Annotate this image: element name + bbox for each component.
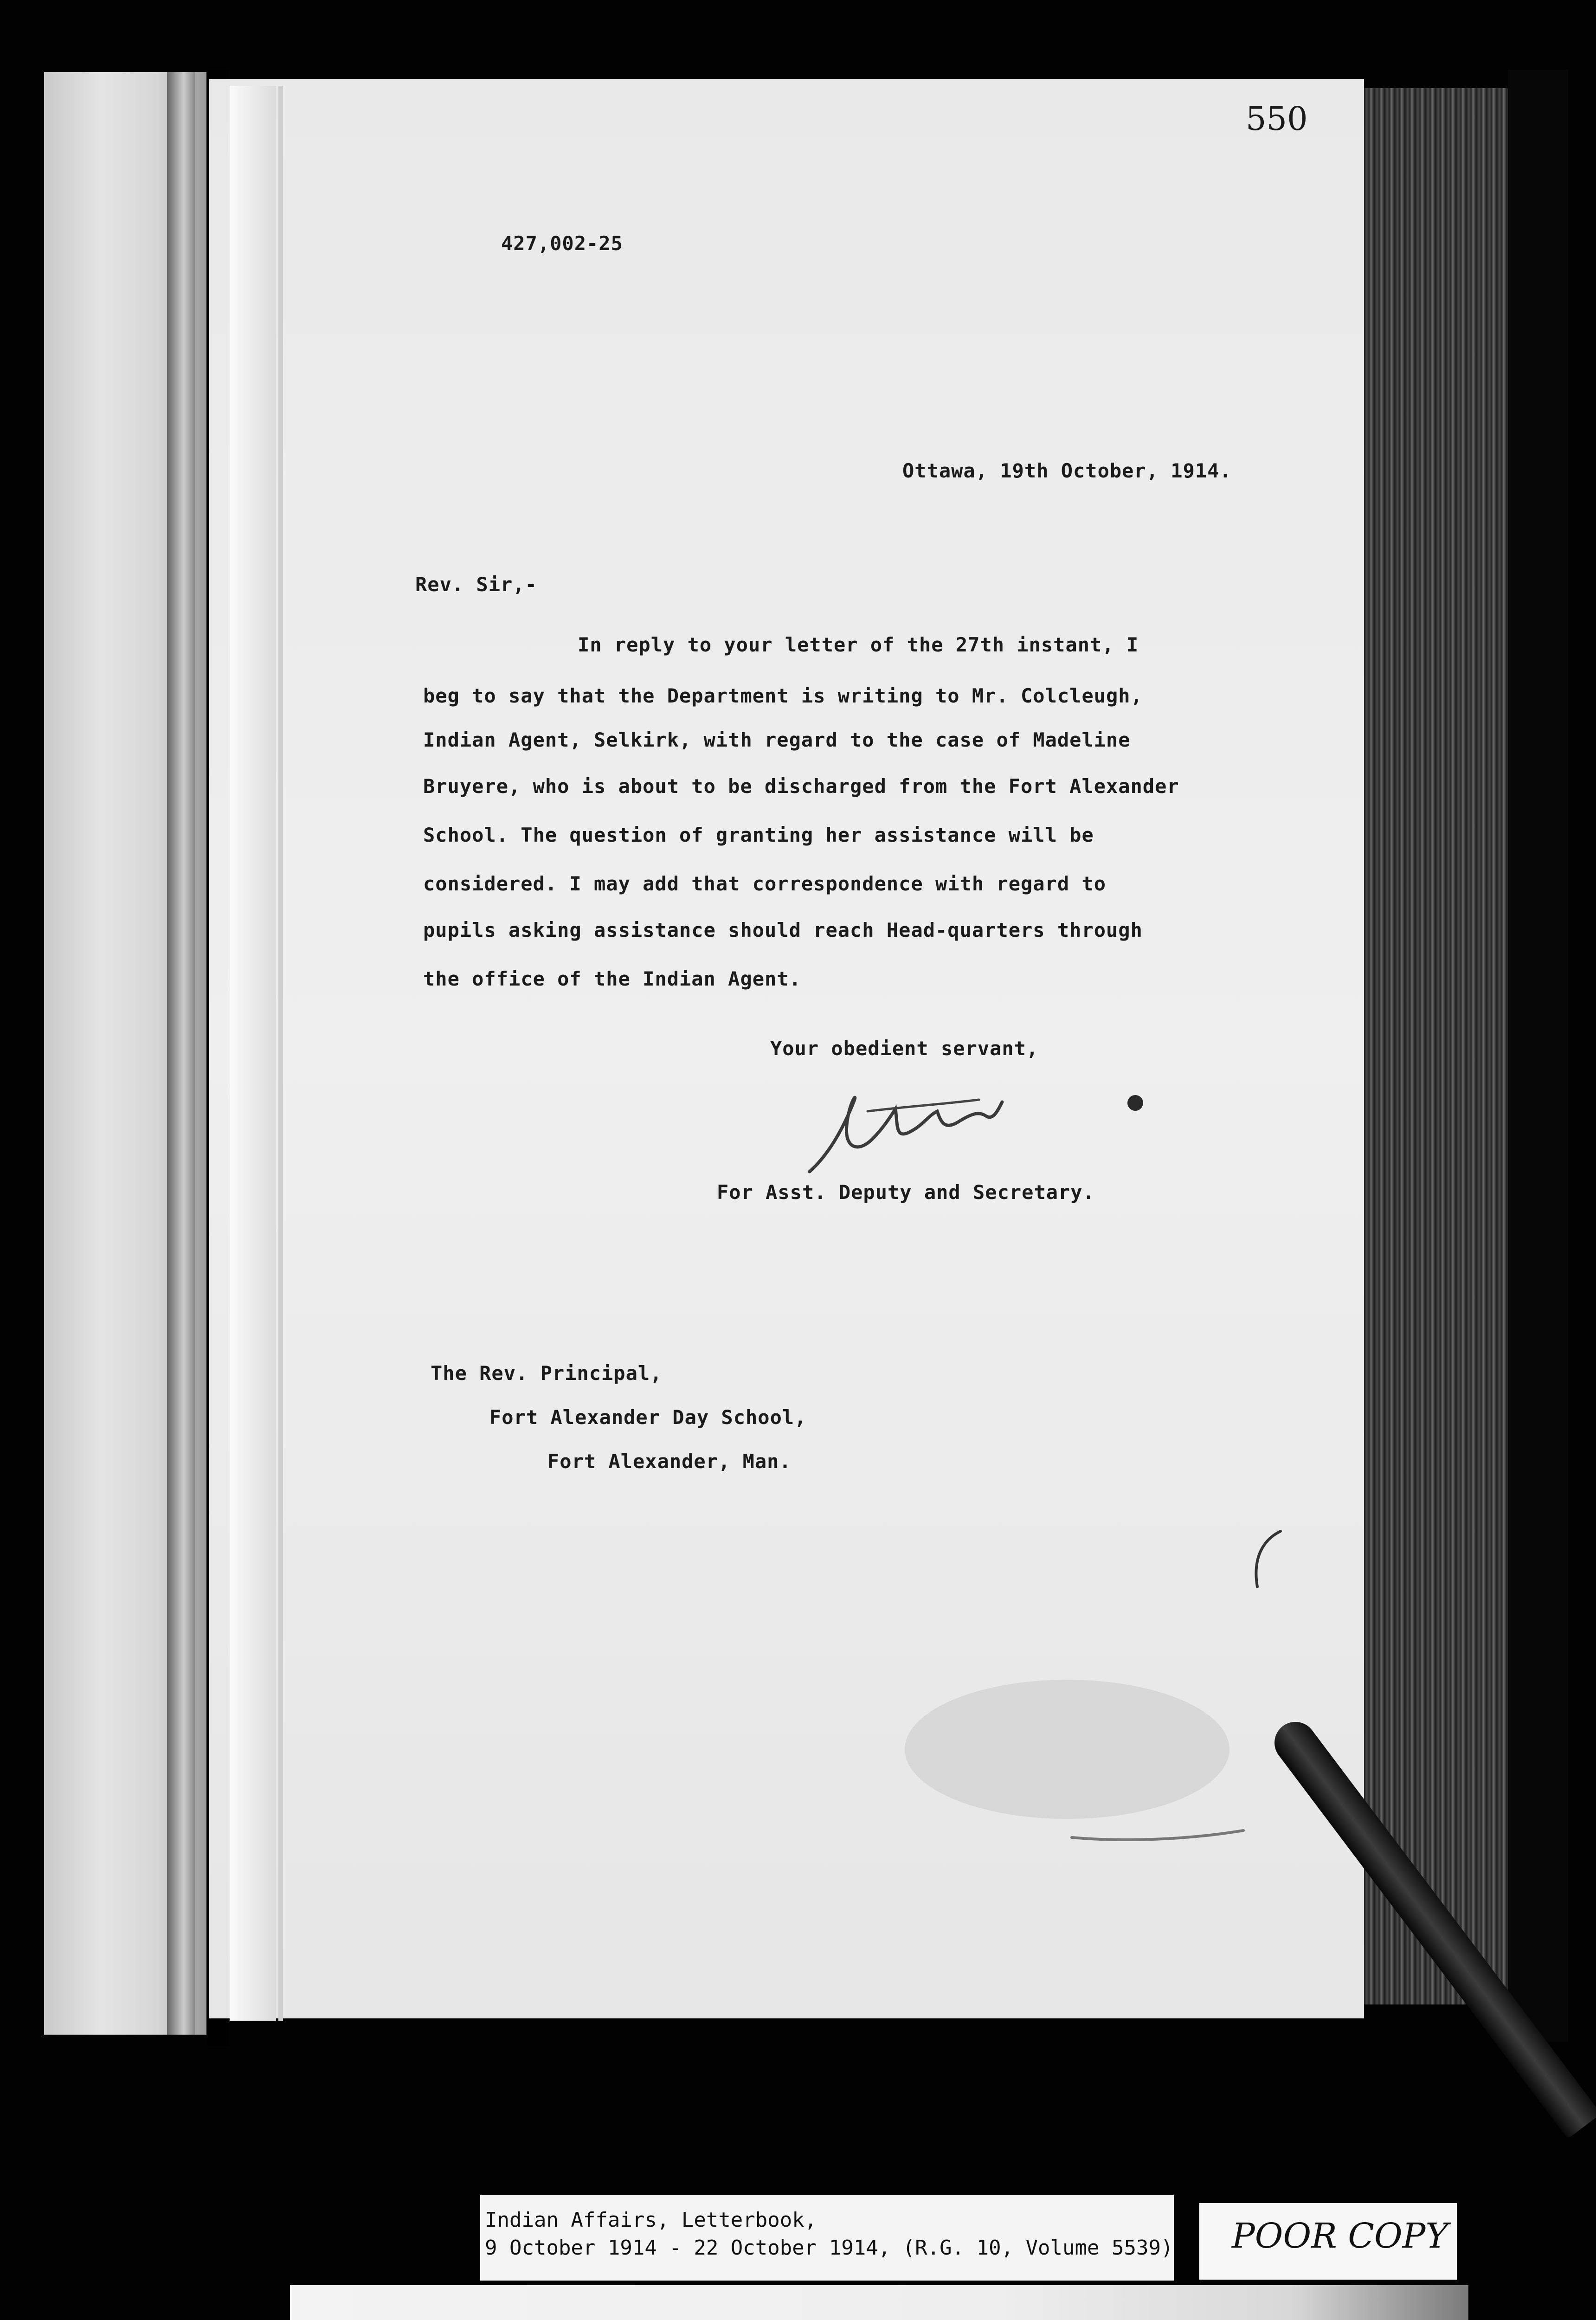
left-page-shadow [167, 72, 195, 2035]
letter-body-line: beg to say that the Department is writing to Mr. Colcleugh, [423, 684, 1143, 707]
handwritten-signature [803, 1083, 1090, 1176]
archives-card [290, 2285, 1468, 2320]
letter-date: Ottawa, 19th October, 1914. [902, 459, 1232, 482]
page-stack-edges [1364, 88, 1508, 2004]
page-number: 550 [1246, 100, 1308, 138]
poor-copy-label: POOR COPY [1199, 2203, 1457, 2280]
address-line: Fort Alexander Day School, [489, 1406, 807, 1429]
signatory-line: For Asst. Deputy and Secretary. [717, 1181, 1095, 1204]
letter-body-line: Bruyere, who is about to be discharged from the Fort Alexander [423, 775, 1179, 798]
pencil-mark [1234, 1522, 1290, 1592]
letter-body-line: School. The question of granting her assistance will be [423, 824, 1094, 846]
page-fold-line [278, 86, 283, 2021]
reference-line: 9 October 1914 - 22 October 1914, (R.G. 10, Volume 5539) [485, 2236, 1173, 2260]
letter-body-line: the office of the Indian Agent. [423, 967, 801, 990]
salutation: Rev. Sir,- [415, 573, 537, 596]
reference-slip [480, 2195, 1174, 2281]
letter-body-line: In reply to your letter of the 27th instant, I [578, 633, 1139, 656]
address-line: The Rev. Principal, [431, 1362, 663, 1385]
page-stain [905, 1680, 1229, 1819]
letter-body-line: Indian Agent, Selkirk, with regard to the case of Madeline [423, 728, 1131, 751]
page-left-margin [230, 86, 276, 2021]
file-number: 427,002-25 [501, 232, 623, 255]
book-binding [1508, 70, 1568, 2042]
ink-dot [1127, 1095, 1143, 1111]
letter-body-line: considered. I may add that correspondence with regard to [423, 872, 1107, 895]
reference-line: Indian Affairs, Letterbook, [485, 2208, 817, 2232]
pencil-stroke [1067, 1819, 1253, 1847]
closing: Your obedient servant, [770, 1037, 1039, 1060]
letter-body-line: pupils asking assistance should reach Head-quarters through [423, 919, 1143, 941]
address-line: Fort Alexander, Man. [547, 1450, 792, 1473]
